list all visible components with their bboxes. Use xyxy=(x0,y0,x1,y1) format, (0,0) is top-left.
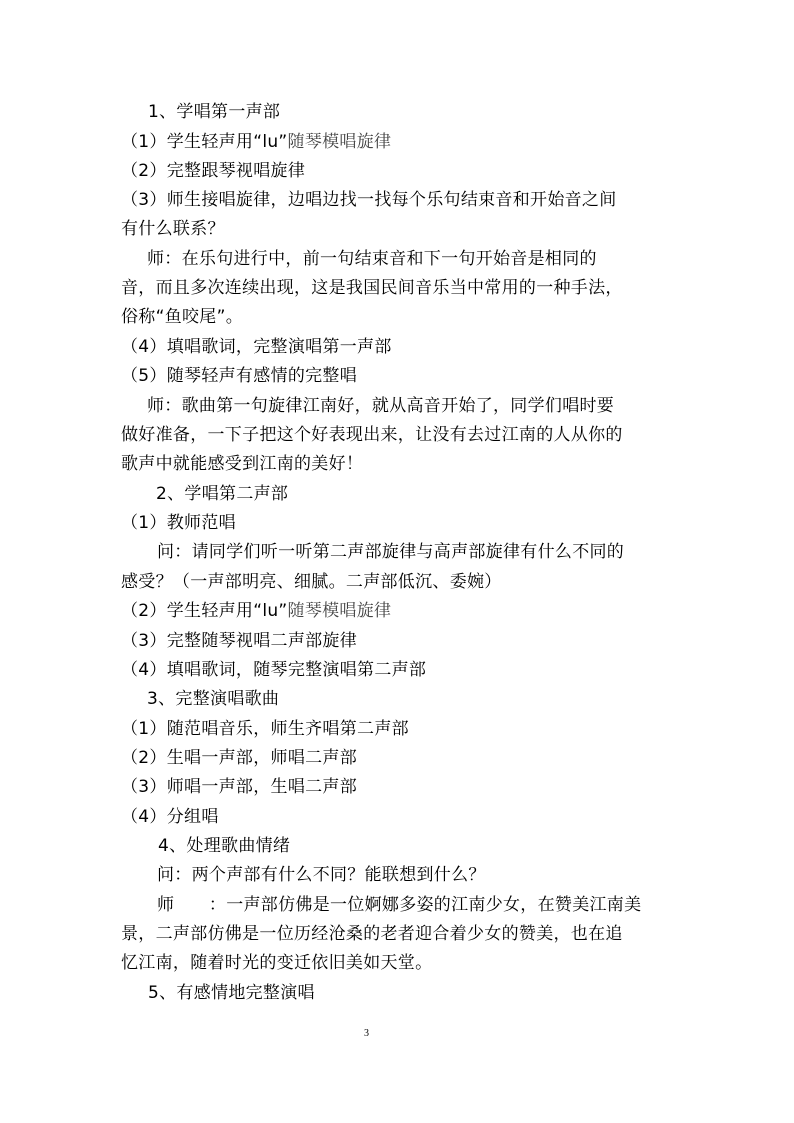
heading-5: 5、有感情地完整演唱 xyxy=(148,983,315,1003)
paragraph-line: （3）师生接唱旋律，边唱边找一找每个乐句结束音和开始音之间 xyxy=(121,190,617,210)
paragraph-line: （2）生唱一声部，师唱二声部 xyxy=(121,748,358,768)
paragraph-line: （1）学生轻声用“lu”随琴模唱旋律 xyxy=(121,132,392,152)
paragraph-line: （4）分组唱 xyxy=(121,807,219,827)
paragraph-line: （2）学生轻声用“lu”随琴模唱旋律 xyxy=(121,601,392,621)
paragraph-line: （4）填唱歌词，完整演唱第一声部 xyxy=(121,337,392,357)
paragraph-line: 问：请同学们听一听第二声部旋律与高声部旋律有什么不同的 xyxy=(157,542,625,562)
paragraph-line: 做好准备，一下子把这个好表现出来，让没有去过江南的人从你的 xyxy=(121,425,623,445)
heading-1: 1、学唱第一声部 xyxy=(148,102,281,122)
paragraph-line: （1）教师范唱 xyxy=(121,513,236,533)
paragraph-line: 感受？（一声部明亮、细腻。二声部低沉、委婉） xyxy=(121,572,502,592)
heading-3: 3、完整演唱歌曲 xyxy=(147,689,280,709)
paragraph-line: 师 ：一声部仿佛是一位婀娜多姿的江南少女，在赞美江南美 xyxy=(157,895,642,915)
paragraph-line: 俗称“鱼咬尾”。 xyxy=(121,307,244,327)
heading-4: 4、处理歌曲情绪 xyxy=(158,836,291,856)
heading-2: 2、学唱第二声部 xyxy=(156,484,289,504)
paragraph-line: 问：两个声部有什么不同？能联想到什么？ xyxy=(157,865,486,885)
paragraph-line: （1）随范唱音乐，师生齐唱第二声部 xyxy=(121,719,409,739)
paragraph-line: 歌声中就能感受到江南的美好！ xyxy=(121,454,364,474)
paragraph-line: （3）师唱一声部，生唱二声部 xyxy=(121,777,358,797)
paragraph-line: （3）完整随琴视唱二声部旋律 xyxy=(121,631,358,651)
paragraph-line: （4）填唱歌词，随琴完整演唱第二声部 xyxy=(121,660,427,680)
paragraph-line: （5）随琴轻声有感情的完整唱 xyxy=(121,366,358,386)
page-number: 3 xyxy=(364,1028,369,1039)
paragraph-line: 忆江南，随着时光的变迁依旧美如天堂。 xyxy=(121,953,433,973)
paragraph-line: 景，二声部仿佛是一位历经沧桑的老者迎合着少女的赞美，也在追 xyxy=(121,924,623,944)
paragraph-line: 师：在乐句进行中，前一句结束音和下一句开始音是相同的 xyxy=(147,249,597,269)
paragraph-line: （2）完整跟琴视唱旋律 xyxy=(121,161,306,181)
paragraph-line: 音，而且多次连续出现，这是我国民间音乐当中常用的一种手法， xyxy=(121,278,623,298)
paragraph-line: 有什么联系？ xyxy=(121,219,225,239)
paragraph-line: 师：歌曲第一句旋律江南好，就从高音开始了，同学们唱时要 xyxy=(147,396,615,416)
